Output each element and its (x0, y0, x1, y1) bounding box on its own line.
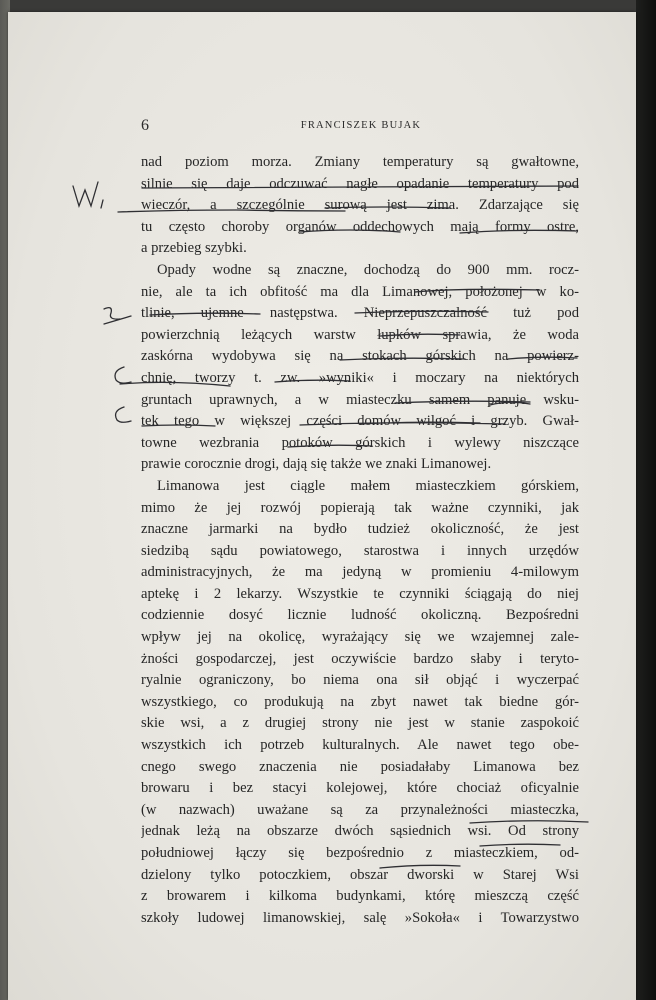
text-line: silnie się daje odczuwać nagłe opadanie temperatury pod (141, 175, 579, 192)
text-line: wieczór, a szczególnie surową jest zima. Zdarzające się (141, 197, 579, 214)
text-line: nad poziom morza. Zmiany temperatury są gwałtowne, (141, 154, 579, 170)
scan-background-right (636, 0, 656, 1000)
text-line: administracyjnych, że ma jedyną w promieniu 4-milowym (141, 564, 579, 581)
text-line: tu często choroby organów oddechowych mają formy ostre, (141, 218, 579, 235)
text-line: skie wsi, a z drugiej strony nie jest w stanie zaspokoić (141, 715, 579, 732)
page-header (141, 117, 581, 137)
text-line: jednak leżą na obszarze dwóch sąsiednich wsi. Od strony (141, 823, 579, 840)
text-line: a przebieg szybki. (141, 240, 247, 257)
text-line: Opady wodne są znaczne, dochodzą do 900 mm. rocz- (157, 261, 579, 278)
text-line: wszystkiego, co produkują na zbyt nawet tak biedne gór- (141, 693, 579, 710)
text-line: prawie corocznie drogi, dają się także we znaki Limanowej. (141, 456, 492, 473)
text-line: towne wezbrania potoków górskich i wylewy niszczące (141, 434, 579, 451)
text-line: wszystkich ich potrzeb kulturalnych. Ale nawet tego obe- (141, 737, 579, 754)
text-line: znaczne jarmarki na bydło tudzież okoliczność, że jest (141, 521, 579, 538)
text-line: nie, ale ta ich obfitość ma dla Limanowej, położonej w ko- (141, 283, 579, 300)
text-line: aptekę i 2 lekarzy. Wszystkie te czynniki ściągają do niej (141, 585, 579, 602)
text-line: mimo że jej rozwój popierają tak ważne czynniki, jak (141, 499, 579, 516)
text-line: zaskórna wydobywa się na stokach górskich na powierz- (141, 348, 579, 365)
text-line: żności gospodarczej, jest oczywiście bardzo słaby i teryto- (141, 650, 579, 667)
body-text (141, 152, 579, 929)
text-line: dzielony tylko potoczkiem, obszar dworski w Starej Wsi (141, 866, 579, 883)
running-head: FRANCISZEK BUJAK (300, 120, 422, 131)
text-line: cnego swego znaczenia nie posiadałaby Limanowa bez (141, 758, 579, 775)
text-line: powierzchnią leżących warstw łupków sprawia, że woda (141, 326, 579, 343)
text-line: południowej łączy się bezpośrednio z miasteczkiem, od- (141, 845, 579, 861)
text-line: z browarem i kilkoma budynkami, którę mieszczą część (141, 888, 579, 905)
text-line: szkoły ludowej limanowskiej, salę »Sokoła« i Towarzystwo (141, 909, 579, 926)
text-line: gruntach uprawnych, a w miasteczku samem panuje wsku- (141, 391, 579, 408)
text-line: ryalnie ograniczony, bo niema ona sił objąć i wyczerpać (141, 672, 579, 689)
text-line: browaru i bez stacyi kolejowej, które chociaż oficyalnie (141, 780, 579, 797)
text-line: (w nazwach) uważane są za przynależności miasteczka, (141, 801, 579, 818)
text-line: Limanowa jest ciągle małem miasteczkiem górskiem, (157, 477, 579, 494)
text-line: tlinie, ujemne następstwa. Nieprzepuszczalność tuż pod (141, 305, 579, 322)
text-line: siedzibą sądu powiatowego, starostwa i innych urzędów (141, 542, 579, 559)
text-line: tek tego w większej części domów wilgoć i grzyb. Gwał- (141, 413, 579, 430)
text-line: wpływ jej na okolicę, wyrażający się we wzajemnej zale- (141, 629, 579, 646)
text-line: chnię, tworzy t. zw. »wyniki« i moczary na niektórych (141, 369, 579, 386)
page-number: 6 (141, 117, 149, 134)
text-line: codziennie dosyć licznie ludność okoliczną. Bezpośredni (141, 607, 579, 624)
